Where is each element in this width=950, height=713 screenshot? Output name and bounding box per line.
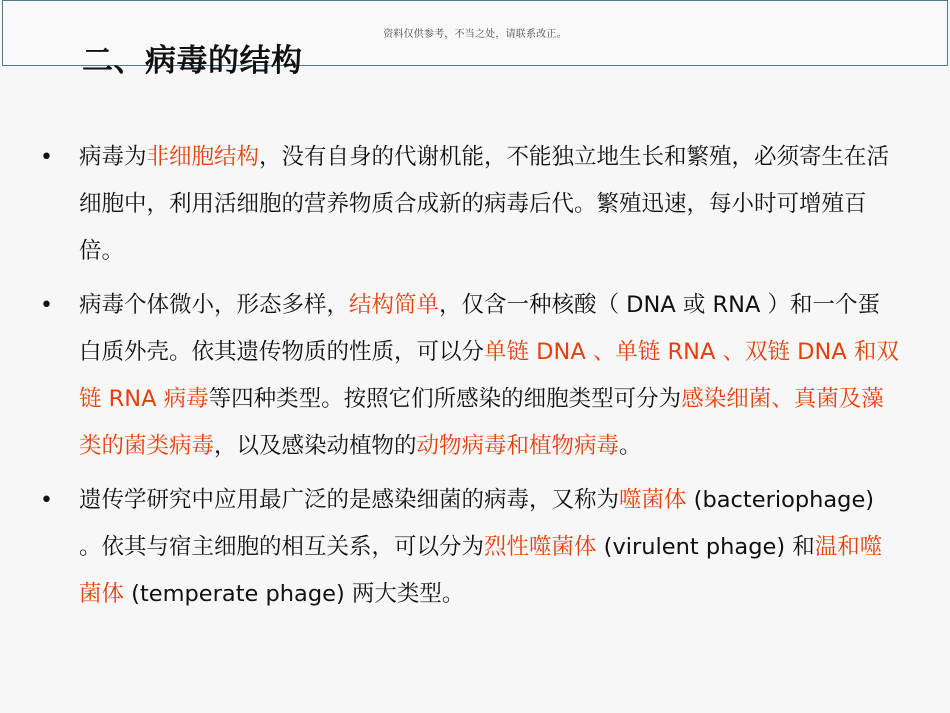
text-segment: ，没有自身的代谢机能，不能独立地生长和繁殖，必须寄生在活细胞中，利用活细胞的营养物质合成新的病毒后代。繁殖迅速，每小时可增殖百倍。	[79, 144, 890, 264]
highlight-segment: 烈性噬菌体	[484, 534, 597, 560]
bullet-list	[40, 134, 900, 625]
text-segment: 病毒个体微小，形态多样，	[79, 292, 350, 318]
text-segment: 等四种类型。按照它们所感染的细胞类型可分为	[208, 386, 682, 412]
text-segment: ，仅含一种核酸（ DNA 或 RNA ）和一个蛋白质外壳。依其遗传物质的性质，可以分	[79, 292, 881, 365]
highlight-segment: 结构简单	[349, 292, 440, 318]
text-segment: (temperate phage) 两大类型。	[124, 581, 465, 607]
slide-title: 二、病毒的结构	[82, 43, 303, 79]
highlight-segment: 非细胞结构	[146, 144, 260, 170]
text-segment: 遗传学研究中应用最广泛的是感染细菌的病毒，又称为	[79, 487, 620, 513]
highlight-segment: 噬菌体	[619, 487, 687, 513]
bullet-item	[40, 134, 900, 275]
bullet-marker: •	[40, 488, 53, 513]
bullet-text	[79, 477, 900, 618]
text-segment: (bacteriophage) 。依其与宿主细胞的相互关系，可以分为	[79, 487, 875, 560]
highlight-segment: 单链 DNA 、单链 RNA 、双链 DNA 和双链 RNA 病毒	[79, 339, 899, 412]
text-segment: (virulent phage) 和	[596, 534, 815, 560]
bullet-marker: •	[40, 145, 53, 170]
highlight-segment: 动物病毒和植物病毒	[416, 433, 620, 459]
text-segment: ，以及感染动植物的	[214, 433, 417, 459]
text-segment: 。	[619, 433, 642, 459]
bullet-text	[79, 134, 900, 275]
watermark-text: 资料仅供参考，不当之处，请联系改正。	[383, 29, 567, 40]
highlight-segment: 温和噬菌体	[79, 534, 883, 607]
bullet-text	[79, 282, 900, 470]
highlight-segment: 感染细菌、真菌及藻类的菌类病毒	[79, 386, 884, 459]
bullet-item	[40, 282, 900, 470]
bullet-marker: •	[40, 293, 53, 318]
text-segment: 病毒为	[79, 144, 147, 170]
bullet-item	[40, 477, 900, 618]
